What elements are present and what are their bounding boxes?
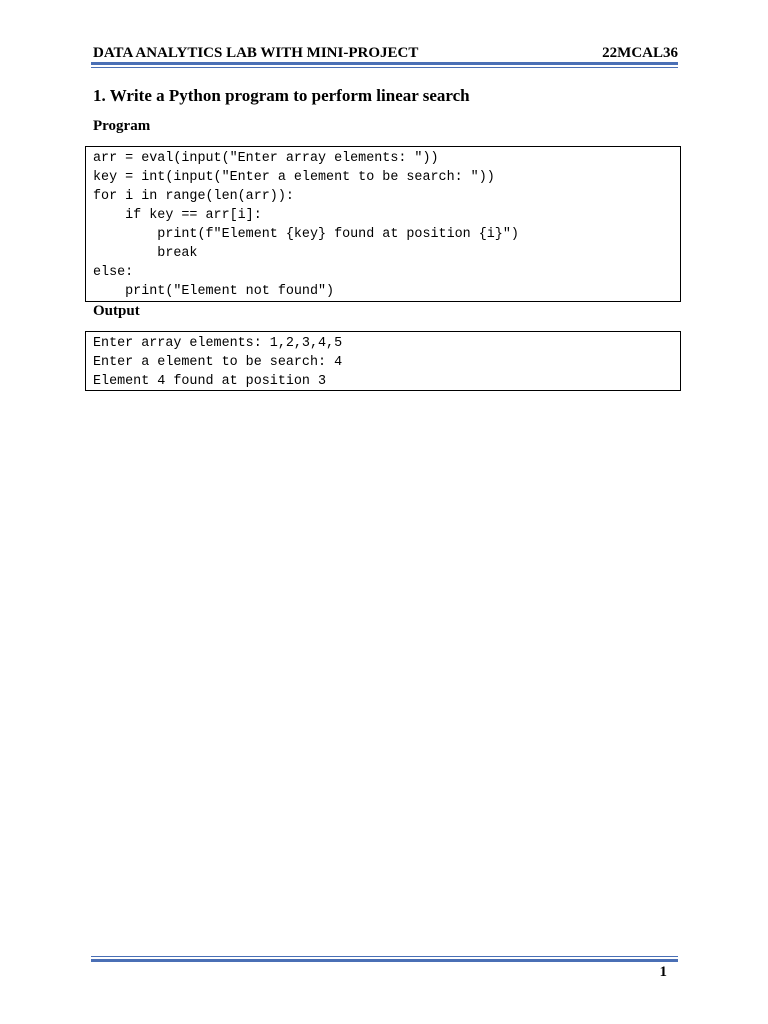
footer-rule — [91, 956, 678, 962]
page-number: 1 — [659, 964, 667, 980]
course-title: DATA ANALYTICS LAB WITH MINI-PROJECT — [93, 45, 419, 61]
header-rule — [91, 62, 678, 68]
program-code: arr = eval(input("Enter array elements: ")) key = int(input("Enter a element to be search: ")) for i in range(len(arr)): if key == arr[i]: print(f"Element {key} found at position {i}") break else: print("Element not found") — [93, 151, 519, 299]
exercise-title: 1. Write a Python program to perform linear search — [93, 86, 470, 105]
page-header — [93, 40, 678, 62]
output-box — [85, 331, 681, 391]
program-label: Program — [93, 118, 151, 134]
output-text: Enter array elements: 1,2,3,4,5 Enter a element to be search: 4 Element 4 found at position 3 — [93, 336, 343, 389]
course-code: 22MCAL36 — [602, 45, 678, 61]
output-label: Output — [93, 303, 140, 319]
program-code-box — [85, 146, 681, 302]
